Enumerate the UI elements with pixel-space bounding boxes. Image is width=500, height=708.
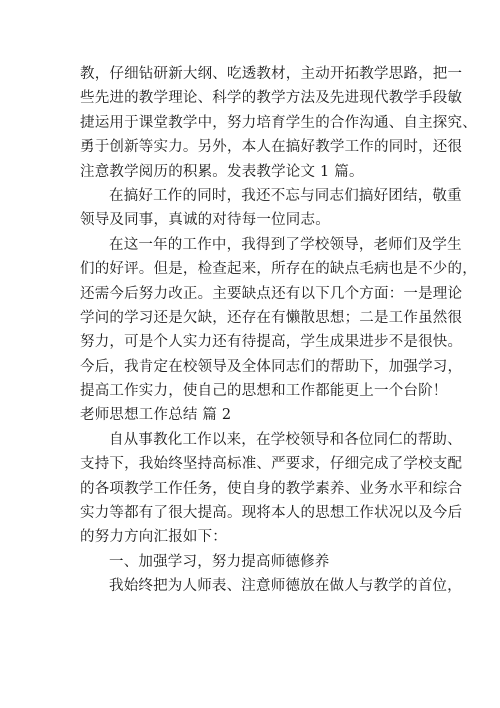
text-line: 努力，可是个人实力还有待提高，学生成果进步不是很快。 bbox=[80, 334, 463, 351]
text-line: 们的好评。但是，检查起来，所存在的缺点毛病也是不少的， bbox=[80, 261, 477, 278]
text-line: 的各项教学工作任务，使自身的教学素养、业务水平和综合 bbox=[80, 480, 463, 497]
paragraph-start: 自从事教化工作以来，在学校领导和各位同仁的帮助、 bbox=[109, 431, 462, 448]
text-line: 教，仔细钻研新大纲、吃透教材，主动开拓教学思路，把一 bbox=[80, 66, 463, 82]
text-line: 支持下，我始终坚持高标准、严要求，仔细完成了学校支配 bbox=[80, 456, 463, 473]
text-line: 注意教学阅历的积累。发表教学论文 1 篇。 bbox=[80, 163, 364, 180]
text-line: 勇于创新等实力。另外，本人在搞好教学工作的同时，还很 bbox=[80, 139, 463, 156]
text-line: 提高工作实力，使自己的思想和工作都能更上一个台阶！ bbox=[80, 383, 448, 400]
text-line: 捷运用于课堂教学中，努力培育学生的合作沟通、自主探究、 bbox=[80, 114, 477, 131]
document-body bbox=[80, 62, 477, 599]
text-line: 还需今后努力改正。主要缺点还有以下几个方面：一是理论 bbox=[80, 285, 463, 302]
section-heading: 老师思想工作总结 篇 2 bbox=[80, 407, 232, 424]
paragraph-start: 在搞好工作的同时，我还不忘与同志们搞好团结，敬重 bbox=[109, 187, 462, 204]
paragraph-start: 我始终把为人师表、注意师德放在做人与教学的首位， bbox=[109, 578, 462, 595]
text-line: 实力等都有了很大提高。现将本人的思想工作状况以及今后 bbox=[80, 505, 463, 522]
subsection-heading: 一、加强学习，努力提高师德修养 bbox=[109, 553, 330, 570]
paragraph-start: 在这一年的工作中，我得到了学校领导，老师们及学生 bbox=[109, 236, 462, 253]
text-line: 的努力方向汇报如下： bbox=[80, 529, 227, 546]
text-line: 今后，我肯定在校领导及全体同志们的帮助下，加强学习， bbox=[80, 358, 463, 375]
text-line: 领导及同事，真诚的对待每一位同志。 bbox=[80, 212, 330, 229]
text-line: 学问的学习还是欠缺，还存在有懒散思想；二是工作虽然很 bbox=[80, 309, 463, 326]
text-line: 些先进的教学理论、科学的教学方法及先进现代教学手段敏 bbox=[80, 90, 463, 107]
